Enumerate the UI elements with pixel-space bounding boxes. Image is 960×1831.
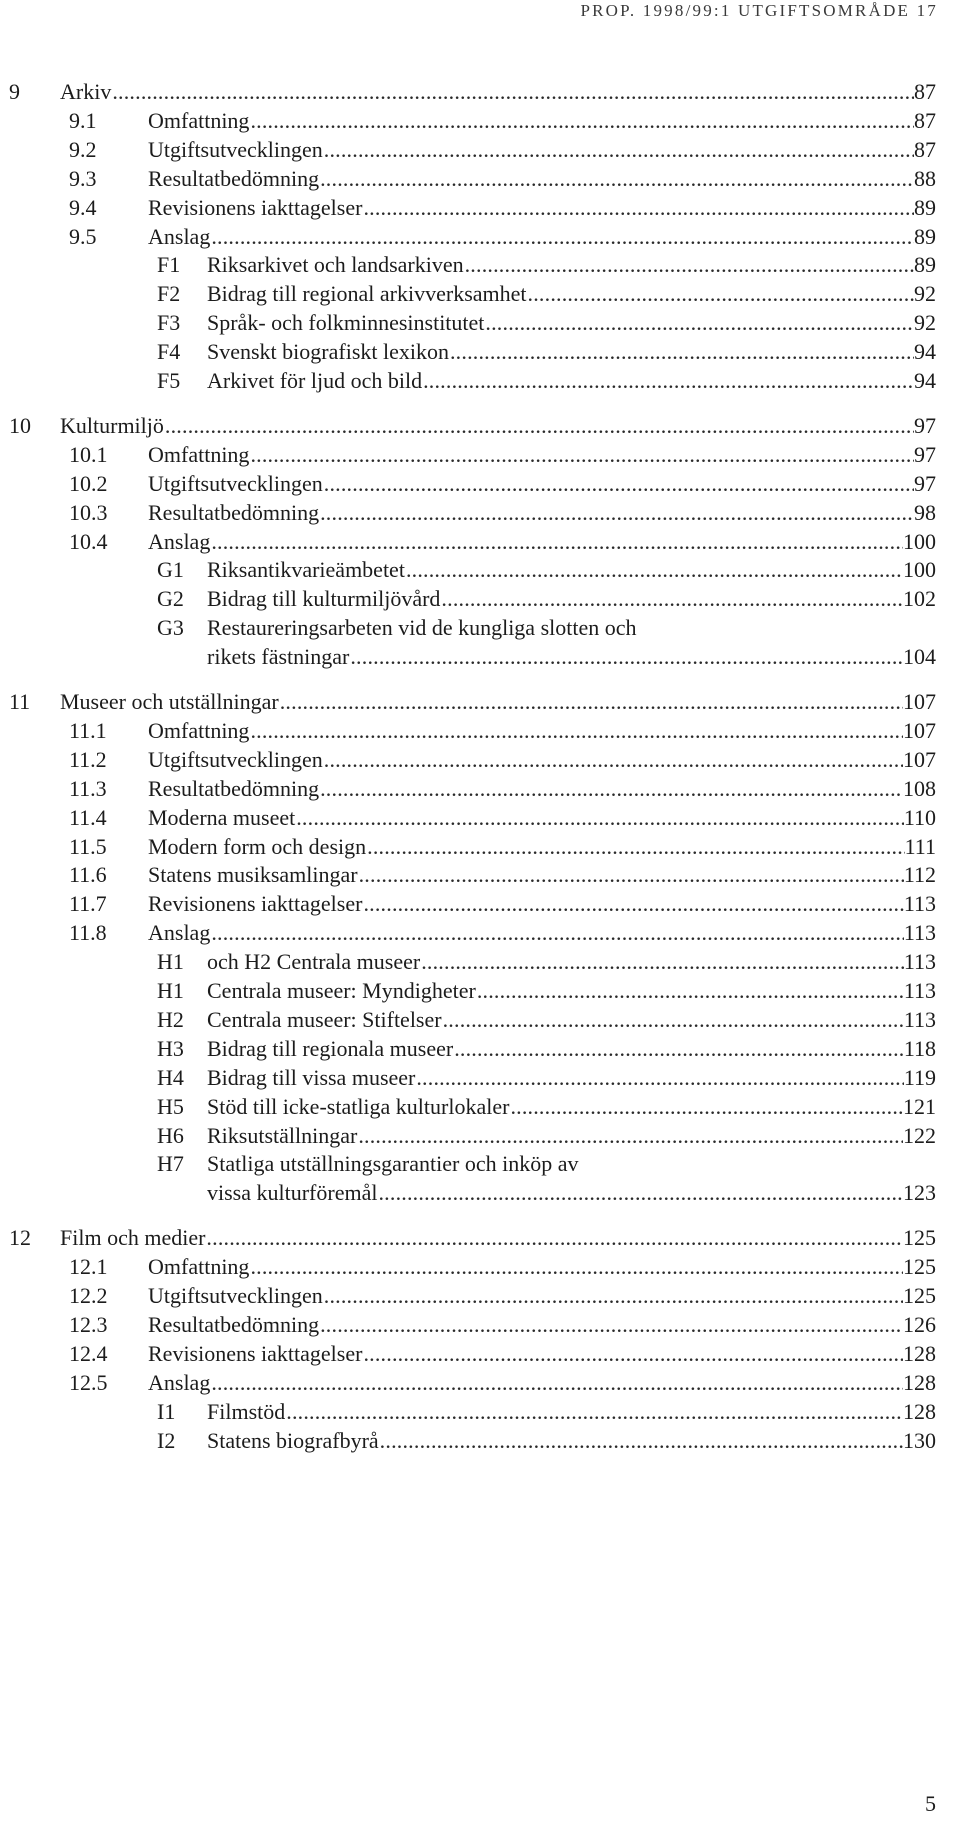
- toc-entry-title: Svenskt biografiskt lexikon: [207, 339, 449, 365]
- toc-entry-number: F4: [157, 339, 181, 365]
- toc-entry-number: 9.4: [69, 194, 97, 220]
- toc-entry-page: 113: [903, 949, 936, 975]
- toc-entry-page: 123: [903, 1180, 936, 1206]
- toc-entry-title: Statens musiksamlingar: [148, 862, 358, 888]
- toc-entry-continuation[interactable]: [0, 1176, 960, 1210]
- toc-entry-number: 10: [9, 412, 31, 438]
- toc-entry-number: 12.5: [69, 1369, 108, 1395]
- toc-entry-number: 12.3: [69, 1311, 108, 1337]
- toc-entry-title: Modern form och design: [148, 833, 367, 859]
- toc-entry-number: 10.3: [69, 499, 108, 525]
- toc-entry-page: 113: [903, 978, 936, 1003]
- toc-entry-page: 107: [903, 689, 936, 714]
- toc-entry-number: I1: [157, 1398, 176, 1424]
- toc-entry-number: H2: [157, 1006, 184, 1032]
- toc-entry-page: 104: [903, 644, 936, 670]
- toc-entry-title: Bidrag till regionala museer: [207, 1035, 454, 1061]
- toc-entry-title: Museer och utställningar: [60, 689, 279, 714]
- toc-entry-page: 88: [914, 165, 936, 191]
- dot-leader: [349, 640, 903, 674]
- toc-entry-number: H6: [157, 1122, 184, 1148]
- toc-entry[interactable]: [0, 364, 960, 398]
- toc-entry[interactable]: [0, 1424, 960, 1458]
- toc-entry-title: Anslag: [148, 1369, 211, 1395]
- toc-entry-number: H5: [157, 1093, 184, 1119]
- toc-entry-title: Revisionens iakttagelser: [148, 1340, 363, 1366]
- toc-entry-number: H1: [157, 978, 184, 1003]
- toc-entry-number: H4: [157, 1064, 184, 1090]
- toc-entry-page: 107: [903, 717, 936, 743]
- toc-entry-number: 10.1: [69, 441, 108, 467]
- toc-entry-title: Riksantikvarieämbetet: [207, 557, 405, 583]
- toc-entry-number: 11.6: [69, 862, 107, 888]
- toc-entry-title: Kulturmiljö: [60, 412, 164, 438]
- toc-entry-title: Resultatbedömning: [148, 165, 320, 191]
- toc-entry-number: 12.2: [69, 1283, 108, 1308]
- toc-entry-number: 11.2: [69, 746, 107, 772]
- toc-entry-title: Resultatbedömning: [148, 1311, 320, 1337]
- toc-entry-title: Anslag: [148, 223, 211, 249]
- toc-entry-title: Centrala museer: Myndigheter: [207, 978, 476, 1003]
- toc-entry-number: 12.1: [69, 1254, 108, 1280]
- toc-entry-number: 11.5: [69, 833, 107, 859]
- toc-entry-number: 10.4: [69, 528, 108, 554]
- toc-entry-page: 113: [903, 891, 936, 917]
- toc-entry-title: Utgiftsutvecklingen: [148, 746, 323, 772]
- toc-entry-title: Språk- och folkminnesinstitutet: [207, 310, 485, 336]
- toc-entry-title: Revisionens iakttagelser: [148, 194, 363, 220]
- toc-entry-number: F3: [157, 310, 181, 336]
- toc-entry-page: 126: [903, 1311, 936, 1337]
- toc-entry-page: 128: [903, 1369, 936, 1395]
- toc-entry-title: Anslag: [148, 920, 211, 946]
- toc-entry-title: Utgiftsutvecklingen: [148, 1283, 323, 1308]
- toc-entry-page: 89: [914, 252, 936, 278]
- toc-entry-page: 112: [903, 862, 936, 888]
- toc-entry-number: H1: [157, 949, 184, 975]
- toc-entry-continuation[interactable]: [0, 640, 960, 674]
- toc-entry-page: 87: [914, 136, 936, 162]
- toc-entry-number: 11.7: [69, 891, 107, 917]
- toc-entry-page: 121: [903, 1093, 936, 1119]
- toc-entry-title: Omfattning: [148, 717, 250, 743]
- toc-entry-page: 89: [914, 194, 936, 220]
- toc-entry-title: Revisionens iakttagelser: [148, 891, 363, 917]
- toc-entry-page: 128: [903, 1398, 936, 1424]
- toc-entry-page: 113: [903, 1006, 936, 1032]
- toc-entry-page: 94: [914, 368, 936, 393]
- toc-entry-title: Film och medier: [60, 1225, 206, 1251]
- toc-entry-number: G3: [157, 615, 184, 641]
- toc-entry-page: 128: [903, 1340, 936, 1366]
- toc-entry-page: 87: [914, 107, 936, 133]
- toc-entry-title: Riksarkivet och landsarkiven: [207, 252, 464, 278]
- toc-entry-title: Utgiftsutvecklingen: [148, 470, 323, 496]
- page-number: 5: [925, 1791, 936, 1816]
- toc-entry-number: 10.2: [69, 470, 108, 496]
- toc-entry-number: H7: [157, 1151, 184, 1177]
- toc-entry-number: F2: [157, 281, 181, 307]
- toc-entry-number: G1: [157, 557, 184, 583]
- toc-entry-page: 87: [914, 79, 936, 104]
- dot-leader: [377, 1176, 903, 1210]
- toc-entry-page: 94: [914, 339, 936, 365]
- toc-entry-title: Omfattning: [148, 107, 250, 133]
- toc-entry-page: 119: [903, 1064, 936, 1090]
- toc-entry-page: 98: [914, 499, 936, 525]
- toc-entry-page: 97: [914, 441, 936, 467]
- toc-entry-number: 12: [9, 1225, 31, 1251]
- toc-entry-number: 12.4: [69, 1340, 108, 1366]
- toc-entry-page: 111: [904, 833, 936, 859]
- toc-entry-title: Resultatbedömning: [148, 499, 320, 525]
- toc-entry-page: 125: [903, 1225, 936, 1251]
- toc-entry-number: 11.3: [69, 775, 107, 801]
- toc-entry-title: Arkiv: [60, 79, 112, 104]
- toc-entry-title: Statliga utställningsgarantier och inköp av: [207, 1151, 579, 1177]
- toc-entry-title: Bidrag till vissa museer: [207, 1064, 416, 1090]
- toc-entry-page: 118: [903, 1035, 936, 1061]
- toc-entry-title: Utgiftsutvecklingen: [148, 136, 323, 162]
- toc-entry-page: 107: [903, 746, 936, 772]
- toc-entry-page: 92: [914, 281, 936, 307]
- toc-entry-number: 11.1: [69, 717, 107, 743]
- toc-entry-page: 100: [903, 528, 936, 554]
- toc-entry-number: G2: [157, 586, 184, 612]
- toc-entry-number: 9.5: [69, 223, 97, 249]
- toc-entry-page: 110: [903, 804, 936, 830]
- toc-entry-number: F5: [157, 368, 181, 393]
- toc-entry-page: 130: [903, 1427, 936, 1453]
- toc-entry-title: Omfattning: [148, 441, 250, 467]
- toc-entry-number: I2: [157, 1427, 176, 1453]
- toc-entry-number: 9.1: [69, 107, 97, 133]
- toc-entry-title: Riksutställningar: [207, 1122, 358, 1148]
- toc-entry-title: Restaureringsarbeten vid de kungliga slotten och: [207, 615, 637, 641]
- toc-entry-title: Bidrag till regional arkivverksamhet: [207, 281, 527, 307]
- toc-entry-number: 11: [9, 689, 31, 714]
- toc-entry-page: 97: [914, 412, 936, 438]
- toc-entry-title: Statens biografbyrå: [207, 1427, 379, 1453]
- toc-entry-page: 97: [914, 470, 936, 496]
- dot-leader: [422, 364, 914, 398]
- toc-entry-page: 122: [903, 1122, 936, 1148]
- toc-entry-title: Arkivet för ljud och bild: [207, 368, 423, 393]
- toc-entry-title: Moderna museet: [148, 804, 296, 830]
- toc-entry-title-continued: vissa kulturföremål: [207, 1180, 378, 1206]
- running-header: PROP. 1998/99:1 UTGIFTSOMRÅDE 17: [580, 1, 938, 20]
- dot-leader: [379, 1424, 903, 1458]
- toc-entry-title: Filmstöd: [207, 1398, 286, 1424]
- toc-entry-page: 89: [914, 223, 936, 249]
- toc-entry-title: Stöd till icke-statliga kulturlokaler: [207, 1093, 510, 1119]
- toc-entry-title: Bidrag till kulturmiljövård: [207, 586, 441, 612]
- toc-entry-number: F1: [157, 252, 181, 278]
- toc-entry-page: 125: [903, 1254, 936, 1280]
- toc-entry-title: Omfattning: [148, 1254, 250, 1280]
- toc-entry-page: 102: [903, 586, 936, 612]
- toc-entry-page: 92: [914, 310, 936, 336]
- toc-entry-number: 11.8: [69, 920, 107, 946]
- toc-entry-title: och H2 Centrala museer: [207, 949, 421, 975]
- toc-entry-number: 11.4: [69, 804, 107, 830]
- toc-entry-page: 108: [903, 775, 936, 801]
- toc-entry-page: 100: [903, 557, 936, 583]
- toc-entry-title: Anslag: [148, 528, 211, 554]
- toc-entry-number: 9.3: [69, 165, 97, 191]
- toc-entry-number: 9.2: [69, 136, 97, 162]
- toc-entry-title: Centrala museer: Stiftelser: [207, 1006, 442, 1032]
- toc-entry-page: 125: [903, 1283, 936, 1308]
- toc-entry-title-continued: rikets fästningar: [207, 644, 350, 670]
- toc-entry-number: 9: [9, 79, 20, 104]
- toc-entry-title: Resultatbedömning: [148, 775, 320, 801]
- toc-entry-page: 113: [903, 920, 936, 946]
- toc-entry-number: H3: [157, 1035, 184, 1061]
